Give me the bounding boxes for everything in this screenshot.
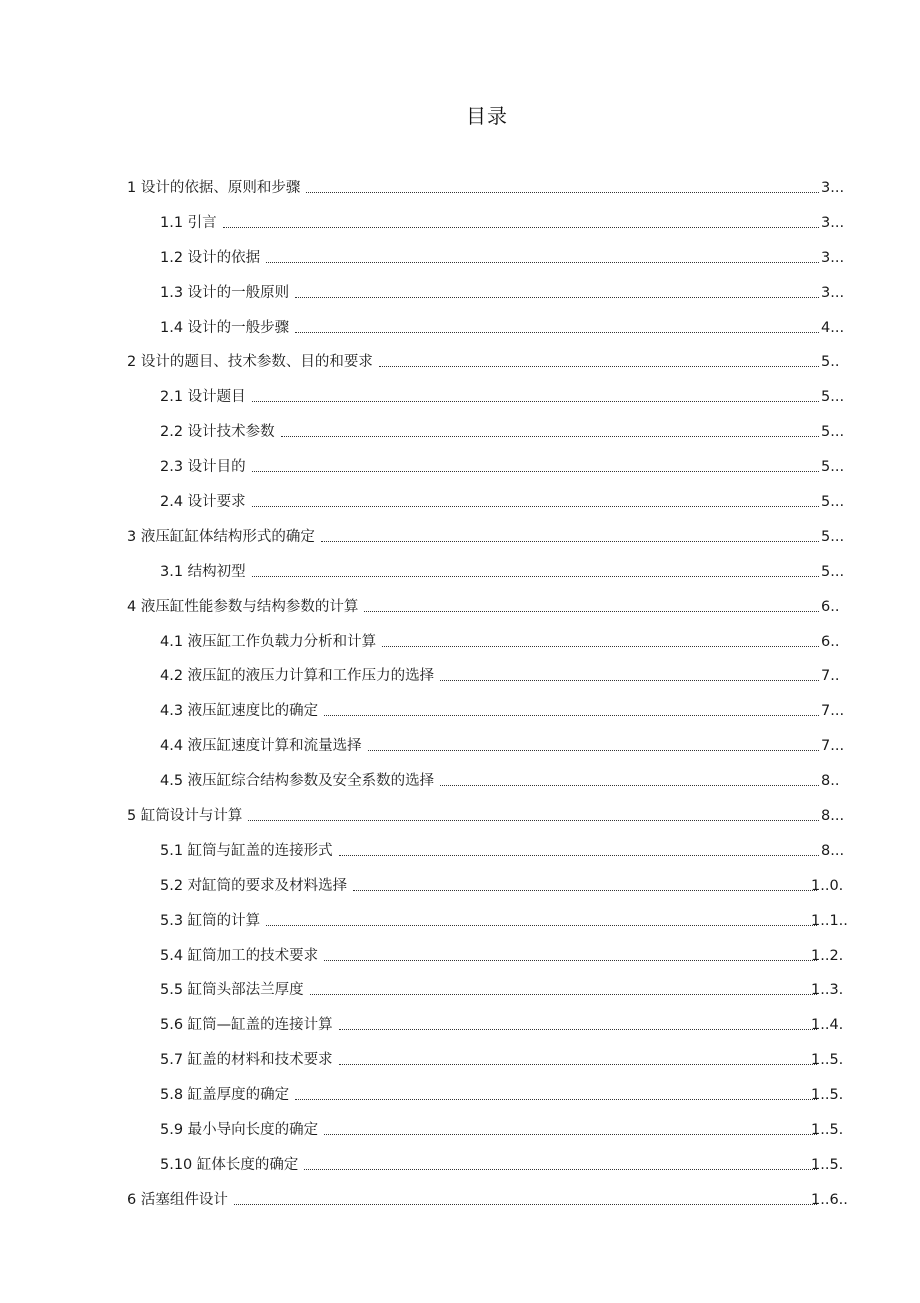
toc-entry-label: 2.3 设计目的 [160, 456, 252, 478]
toc-dot-leader [234, 1189, 817, 1205]
toc-entry-label: 1 设计的依据、原则和步骤 [127, 177, 306, 199]
toc-entry[interactable] [127, 212, 847, 247]
toc-entry[interactable] [127, 456, 847, 491]
toc-entry-label: 3 液压缸缸体结构形式的确定 [127, 526, 321, 548]
toc-dot-leader [252, 491, 819, 507]
toc-entry-label: 4.4 液压缸速度计算和流量选择 [160, 735, 368, 757]
toc-page-number: 1..3. [811, 982, 844, 999]
toc-page-number: 1..5. [811, 1122, 844, 1139]
toc-dot-leader [281, 421, 819, 437]
toc-entry-label: 5.9 最小导向长度的确定 [160, 1119, 324, 1141]
toc-dot-leader [324, 1119, 817, 1135]
toc-page-number: 1..5. [811, 1156, 844, 1173]
toc-entry-label: 1.4 设计的一般步骤 [160, 317, 295, 339]
toc-dot-leader [252, 386, 819, 402]
toc-entry[interactable] [127, 386, 847, 421]
toc-entry-label: 5.5 缸筒头部法兰厚度 [160, 979, 310, 1001]
toc-entry[interactable] [127, 1154, 847, 1189]
toc-dot-leader [310, 979, 817, 995]
toc-dot-leader [382, 631, 819, 647]
toc-dot-leader [295, 282, 819, 298]
toc-entry[interactable] [127, 805, 847, 840]
toc-dot-leader [266, 910, 817, 926]
toc-dot-leader [252, 561, 819, 577]
toc-entry[interactable] [127, 700, 847, 735]
toc-entry-label: 1.3 设计的一般原则 [160, 282, 295, 304]
toc-entry[interactable] [127, 735, 847, 770]
toc-dot-leader [252, 456, 819, 472]
toc-entry-label: 2 设计的题目、技术参数、目的和要求 [127, 351, 379, 373]
toc-entry-label: 4.1 液压缸工作负载力分析和计算 [160, 631, 382, 653]
toc-entry-label: 6 活塞组件设计 [127, 1189, 234, 1211]
toc-entry[interactable] [127, 1014, 847, 1049]
toc-page-number: 1..1.. [811, 912, 848, 929]
page-title: 目录 [466, 104, 508, 128]
toc-page-number: 5... [821, 528, 845, 545]
toc-entry-label: 4.2 液压缸的液压力计算和工作压力的选择 [160, 665, 440, 687]
toc-entry[interactable] [127, 526, 847, 561]
toc-dot-leader [295, 317, 819, 333]
toc-dot-leader [440, 665, 819, 681]
toc-entry[interactable] [127, 491, 847, 526]
toc-entry[interactable] [127, 979, 847, 1014]
toc-entry-label: 5.6 缸筒—缸盖的连接计算 [160, 1014, 339, 1036]
toc-entry[interactable] [127, 770, 847, 805]
toc-dot-leader [339, 840, 819, 856]
toc-dot-leader [321, 526, 819, 542]
toc-dot-leader [339, 1049, 817, 1065]
toc-page-number: 7... [821, 703, 845, 720]
toc-entry[interactable] [127, 561, 847, 596]
toc-entry-label: 5.8 缸盖厚度的确定 [160, 1084, 295, 1106]
toc-page-number: 7.. [821, 668, 840, 685]
toc-page-number: 5... [821, 494, 845, 511]
toc-entry-label: 5.2 对缸筒的要求及材料选择 [160, 875, 353, 897]
toc-dot-leader [368, 735, 819, 751]
toc-entry[interactable] [127, 875, 847, 910]
toc-dot-leader [364, 596, 819, 612]
toc-page-number: 6.. [821, 598, 840, 615]
toc-entry-label: 2.2 设计技术参数 [160, 421, 281, 443]
toc-entry[interactable] [127, 1119, 847, 1154]
toc-entry-label: 2.4 设计要求 [160, 491, 252, 513]
toc-page-number: 5... [821, 424, 845, 441]
toc-dot-leader [295, 1084, 817, 1100]
toc-entry[interactable] [127, 910, 847, 945]
toc-page-number: 1..0. [811, 877, 844, 894]
toc-page-number: 3... [821, 284, 845, 301]
toc-entry[interactable] [127, 1084, 847, 1119]
toc-dot-leader [304, 1154, 817, 1170]
toc-entry[interactable] [127, 1049, 847, 1084]
toc-entry[interactable] [127, 351, 847, 386]
toc-entry[interactable] [127, 421, 847, 456]
toc-page-number: 1..6.. [811, 1191, 848, 1208]
toc-dot-leader [353, 875, 817, 891]
toc-page-number: 8... [821, 808, 845, 825]
toc-page-number: 5... [821, 389, 845, 406]
toc-page-number: 8... [821, 842, 845, 859]
toc-page-number: 4... [821, 319, 845, 336]
toc-page-number: 8.. [821, 773, 840, 790]
toc-entry-label: 5.7 缸盖的材料和技术要求 [160, 1049, 339, 1071]
toc-page-number: 1..2. [811, 947, 844, 964]
table-of-contents [127, 177, 847, 1224]
toc-entry-label: 4.3 液压缸速度比的确定 [160, 700, 324, 722]
toc-dot-leader [306, 177, 819, 193]
toc-page-number: 1..5. [811, 1087, 844, 1104]
toc-dot-leader [266, 247, 819, 263]
toc-entry-label: 4 液压缸性能参数与结构参数的计算 [127, 596, 364, 618]
toc-entry-label: 5.4 缸筒加工的技术要求 [160, 945, 324, 967]
toc-page-number: 3... [821, 180, 845, 196]
toc-dot-leader [248, 805, 819, 821]
toc-page-number: 1..4. [811, 1017, 844, 1034]
toc-entry[interactable] [127, 631, 847, 666]
toc-dot-leader [324, 700, 819, 716]
toc-page-number: 1..5. [811, 1052, 844, 1069]
toc-entry[interactable] [127, 945, 847, 980]
toc-dot-leader [440, 770, 819, 786]
toc-entry[interactable] [127, 177, 847, 212]
toc-entry[interactable] [127, 247, 847, 282]
toc-dot-leader [339, 1014, 817, 1030]
toc-dot-leader [223, 212, 819, 228]
toc-entry-label: 2.1 设计题目 [160, 386, 252, 408]
toc-entry[interactable] [127, 317, 847, 352]
toc-entry-label: 1.1 引言 [160, 212, 223, 234]
toc-entry-label: 4.5 液压缸综合结构参数及安全系数的选择 [160, 770, 440, 792]
toc-page-number: 6.. [821, 633, 840, 650]
toc-entry-label: 5.1 缸筒与缸盖的连接形式 [160, 840, 339, 862]
toc-dot-leader [324, 945, 817, 961]
toc-page-number: 3... [821, 214, 845, 231]
toc-entry-label: 5.3 缸筒的计算 [160, 910, 266, 932]
toc-entry[interactable] [127, 840, 847, 875]
toc-page-number: 3... [821, 249, 845, 266]
toc-entry-label: 1.2 设计的依据 [160, 247, 266, 269]
toc-entry-label: 5 缸筒设计与计算 [127, 805, 248, 827]
toc-entry-label: 5.10 缸体长度的确定 [160, 1154, 304, 1176]
toc-page-number: 5.. [821, 354, 840, 371]
toc-entry[interactable] [127, 282, 847, 317]
toc-entry[interactable] [127, 596, 847, 631]
toc-entry[interactable] [127, 665, 847, 700]
toc-page-number: 5... [821, 563, 845, 580]
toc-entry-label: 3.1 结构初型 [160, 561, 252, 583]
toc-entry[interactable] [127, 1189, 847, 1224]
toc-page-number: 7... [821, 738, 845, 755]
toc-dot-leader [379, 351, 819, 367]
toc-page-number: 5... [821, 459, 845, 476]
